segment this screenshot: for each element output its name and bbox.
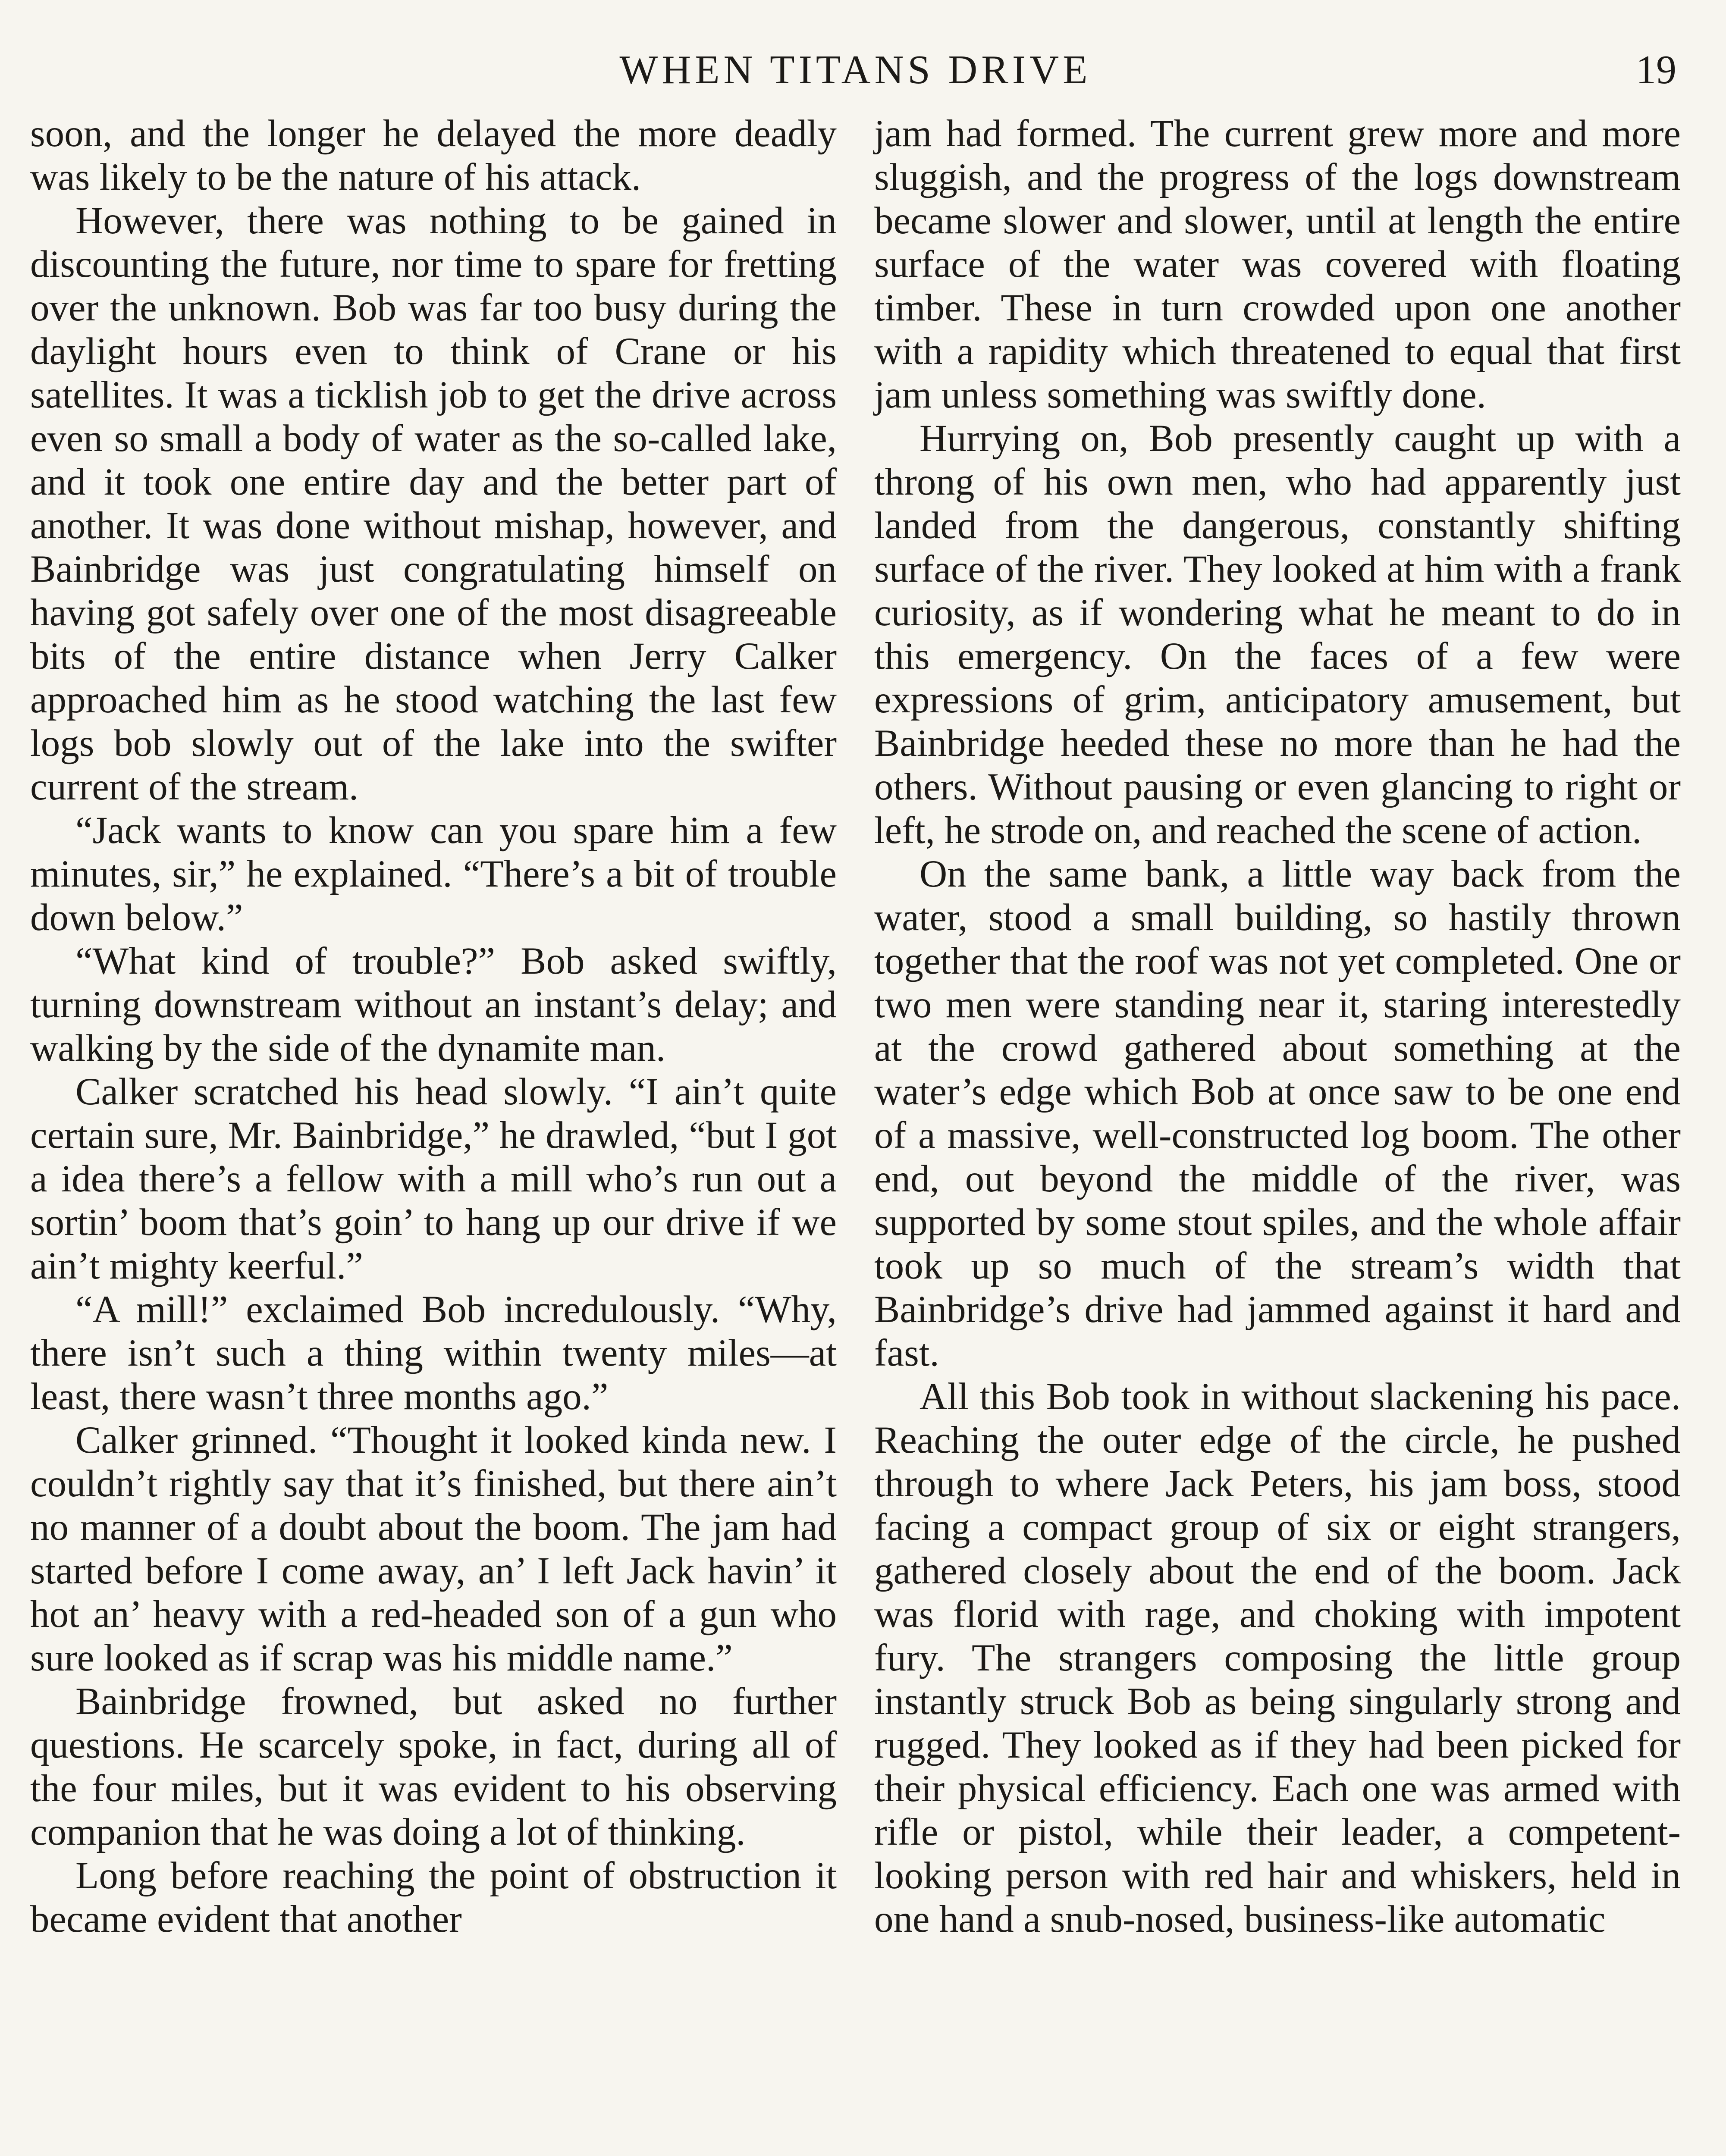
paragraph: Calker scratched his head slowly. “I ain’t quite certain sure, Mr. Bainbridge,” he drawled, “but I got a idea there’s a fellow with a mill who’s run out a sortin’ boom that’s goin’ to hang up our drive if we ain’t mighty keerful.” (30, 1071, 837, 1287)
paragraph: “Jack wants to know can you spare him a few minutes, sir,” he explained. “There’s a bit of trouble down below.” (30, 809, 837, 939)
paragraph: Long before reaching the point of obstruction it became evident that another (30, 1855, 837, 1940)
paragraph: “A mill!” exclaimed Bob incredulously. “Why, there isn’t such a thing within twenty miles—at least, there wasn’t three months ago.” (30, 1288, 837, 1418)
paragraph: However, there was nothing to be gained in discounting the future, nor time to spare for fretting over the unknown. Bob was far too busy during the daylight hours even to think of Crane or his satellites. It was a ticklish job to get the drive across even so small a body of water as the so-called lake, and it took one entire day and the better part of another. It was done without mishap, however, and Bainbridge was just congratulating himself on having got safely over one of the most disagreeable bits of the entire distance when Jerry Calker approached him as he stood watching the last few logs bob slowly out of the lake into the swifter current of the stream. (30, 200, 837, 808)
paragraph: On the same bank, a little way back from the water, stood a small building, so hastily thrown together that the roof was not yet completed. One or two men were standing near it, staring interestedly at the crowd gathered about something at the water’s edge which Bob at once saw to be one end of a massive, well-constructed log boom. The other end, out beyond the middle of the river, was supported by some stout spiles, and the whole affair took up so much of the stream’s width that Bainbridge’s drive had jammed against it hard and fast. (874, 853, 1681, 1374)
paragraph: Hurrying on, Bob presently caught up with a throng of his own men, who had apparently just landed from the dangerous, constantly shifting surface of the river. They looked at him with a frank curiosity, as if wondering what he meant to do in this emergency. On the faces of a few were expressions of grim, anticipatory amusement, but Bainbridge heeded these no more than he had the others. Without pausing or even glancing to right or left, he strode on, and reached the scene of action. (874, 417, 1681, 852)
paragraph: All this Bob took in without slackening his pace. Reaching the outer edge of the circle, he pushed through to where Jack Peters, his jam boss, stood facing a compact group of six or eight strangers, gathered closely about the end of the boom. Jack was florid with rage, and choking with impotent fury. The strangers composing the little group instantly struck Bob as being singularly strong and rugged. They looked as if they had been picked for their physical efficiency. Each one was armed with rifle or pistol, while their leader, a competent-looking person with red hair and whiskers, held in one hand a snub-nosed, business-like automatic (874, 1376, 1681, 1940)
paragraph: Calker grinned. “Thought it looked kinda new. I couldn’t rightly say that it’s finished, but there ain’t no manner of a doubt about the boom. The jam had started before I come away, an’ I left Jack havin’ it hot an’ heavy with a red-headed son of a gun who sure looked as if scrap was his middle name.” (30, 1419, 837, 1679)
running-title: WHEN TITANS DRIVE (619, 47, 1092, 92)
page-number: 19 (1636, 47, 1676, 92)
page-header (30, 39, 1681, 103)
paragraph: Bainbridge frowned, but asked no further questions. He scarcely spoke, in fact, during all of the four miles, but it was evident to his observing companion that he was doing a lot of thinking. (30, 1680, 837, 1853)
left-column (30, 112, 837, 1941)
paragraph: jam had formed. The current grew more and more sluggish, and the progress of the logs downstream became slower and slower, until at length the entire surface of the water was covered with floating timber. These in turn crowded upon one another with a rapidity which threatened to equal that first jam unless something was swiftly done. (874, 113, 1681, 416)
paragraph: soon, and the longer he delayed the more deadly was likely to be the nature of his attack. (30, 113, 837, 198)
text-columns (30, 112, 1681, 1941)
right-column (874, 112, 1681, 1941)
paragraph: “What kind of trouble?” Bob asked swiftly, turning downstream without an instant’s delay; and walking by the side of the dynamite man. (30, 940, 837, 1069)
